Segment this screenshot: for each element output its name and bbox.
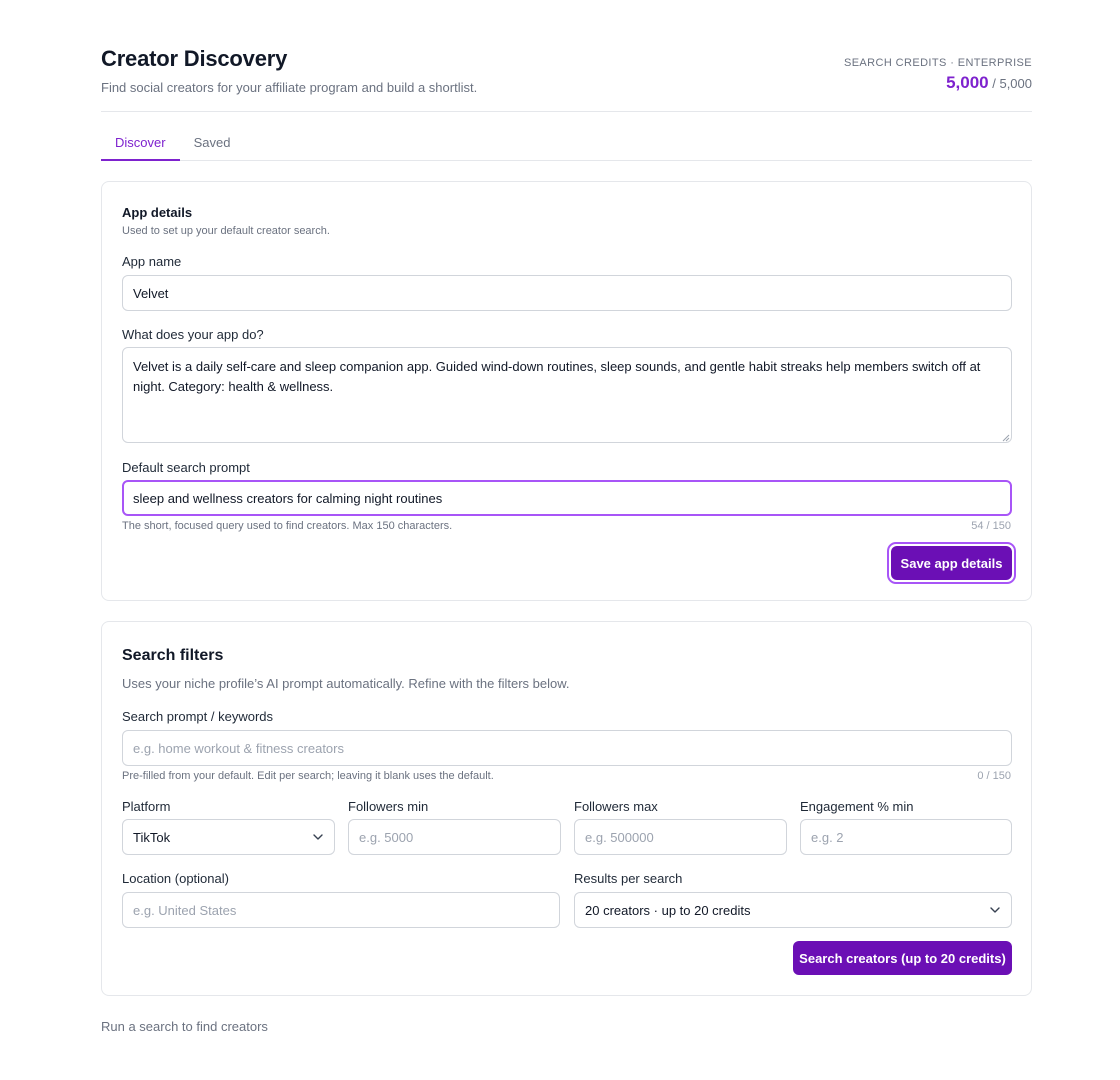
search-creators-button[interactable]: Search creators (up to 20 credits) [793, 941, 1012, 975]
platform-select[interactable] [122, 819, 335, 855]
credits-label: SEARCH CREDITS · ENTERPRISE [843, 57, 1032, 69]
default-prompt-input[interactable] [122, 480, 1012, 516]
engagement-min-input[interactable] [800, 819, 1012, 855]
default-prompt-hint: The short, focused query used to find creators. Max 150 characters. [122, 520, 453, 532]
resize-grip-icon[interactable] [1002, 434, 1010, 442]
keywords-count: 0 / 150 [977, 770, 1011, 782]
page-header [101, 46, 1032, 112]
platform-value: TikTok [133, 829, 171, 845]
search-credits [844, 57, 1032, 93]
chevron-down-icon [989, 904, 1001, 916]
tab-bar [101, 124, 1032, 161]
page-title: Creator Discovery [101, 46, 288, 71]
keywords-label: Search prompt / keywords [122, 709, 274, 724]
location-label: Location (optional) [122, 871, 229, 886]
location-input[interactable] [122, 892, 560, 928]
tab-discover[interactable]: Discover [101, 124, 180, 161]
empty-state-text: Run a search to find creators [101, 1019, 268, 1034]
app-details-title: App details [122, 205, 193, 220]
app-name-label: App name [122, 254, 182, 269]
platform-label: Platform [122, 799, 171, 814]
engagement-label: Engagement % min [800, 799, 914, 814]
credits-value [844, 73, 1032, 93]
credits-used: 5,000 [946, 73, 989, 92]
filters-title: Search filters [122, 647, 224, 664]
tab-saved[interactable]: Saved [193, 135, 231, 150]
followers-max-label: Followers max [574, 799, 658, 814]
app-name-input[interactable] [122, 275, 1012, 311]
results-per-search-value: 20 creators · up to 20 credits [585, 902, 751, 918]
results-per-search-select[interactable] [574, 892, 1012, 928]
keywords-input[interactable] [122, 730, 1012, 766]
page-subtitle: Find social creators for your affiliate program and build a shortlist. [101, 80, 478, 95]
description-label: What does your app do? [122, 327, 264, 342]
chevron-down-icon [312, 831, 324, 843]
followers-min-input[interactable] [348, 819, 561, 855]
app-details-subtitle: Used to set up your default creator search. [122, 225, 330, 237]
description-textarea[interactable] [122, 347, 1012, 443]
credits-total: / 5,000 [992, 76, 1032, 91]
app-details-card [101, 181, 1032, 601]
filters-subtitle: Uses your niche profile’s AI prompt automatically. Refine with the filters below. [122, 676, 570, 691]
keywords-hint: Pre-filled from your default. Edit per search; leaving it blank uses the default. [122, 770, 494, 782]
search-filters-card [101, 621, 1032, 996]
default-prompt-label: Default search prompt [122, 460, 250, 475]
results-per-search-label: Results per search [574, 871, 683, 886]
followers-max-input[interactable] [574, 819, 787, 855]
followers-min-label: Followers min [348, 799, 429, 814]
default-prompt-count: 54 / 150 [971, 520, 1011, 532]
save-app-details-button[interactable]: Save app details [891, 546, 1012, 580]
